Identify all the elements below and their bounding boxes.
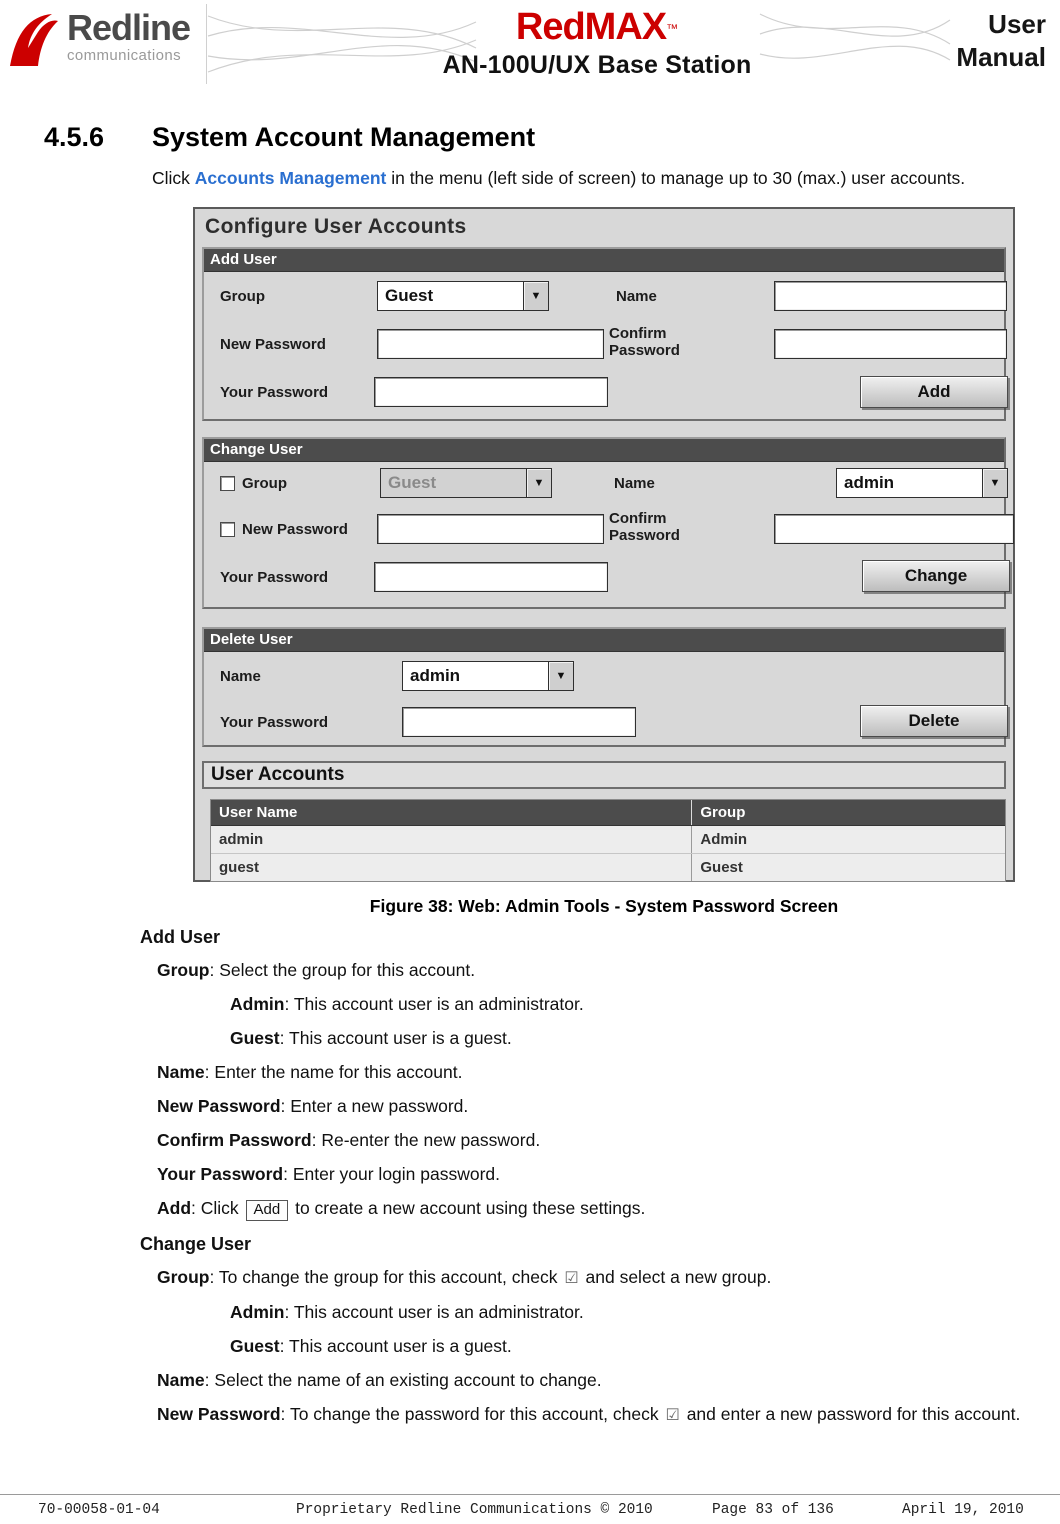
dropdown-arrow-icon: ▼ bbox=[982, 469, 1007, 497]
intro-text-post: in the menu (left side of screen) to manage up to 30 (max.) user accounts. bbox=[386, 168, 966, 188]
definition-text: and enter a new password for this account. bbox=[681, 1403, 1021, 1424]
definition-group bbox=[157, 960, 1060, 982]
section-heading bbox=[44, 122, 1060, 153]
change-user-new-password-input bbox=[377, 514, 604, 544]
definition-guest bbox=[230, 1336, 1060, 1358]
definition-term: Admin bbox=[230, 994, 285, 1014]
add-user-group-value: Guest bbox=[385, 286, 434, 305]
definition-text: : This account user is an administrator. bbox=[284, 994, 584, 1014]
table-row bbox=[211, 854, 1005, 881]
delete-user-panel-body bbox=[204, 652, 1004, 745]
definition-your-password bbox=[157, 1164, 1060, 1186]
page-footer bbox=[0, 1494, 1060, 1524]
definition-text: : Enter your login password. bbox=[283, 1164, 501, 1184]
footer-page-info: Page 83 of 136 bbox=[712, 1502, 834, 1518]
dropdown-arrow-icon: ▼ bbox=[548, 662, 573, 690]
redline-logo-icon bbox=[8, 10, 60, 68]
screenshot-title: Configure User Accounts bbox=[205, 215, 467, 238]
add-user-panel bbox=[202, 247, 1006, 421]
add-user-your-password-label: Your Password bbox=[220, 384, 329, 401]
column-header-group: Group bbox=[691, 800, 1005, 825]
definition-term: Group bbox=[157, 1266, 210, 1287]
delete-user-panel bbox=[202, 627, 1006, 747]
change-user-heading: Change User bbox=[140, 1233, 252, 1254]
change-user-name-value: admin bbox=[844, 473, 895, 492]
definition-text: : Select the name of an existing account to change. bbox=[204, 1369, 602, 1390]
change-user-panel-header: Change User bbox=[204, 439, 1004, 462]
definition-group bbox=[157, 1267, 1060, 1290]
definition-confirm-password bbox=[157, 1130, 1060, 1152]
trademark-symbol: ™ bbox=[666, 21, 679, 36]
change-user-group-label: Group bbox=[242, 475, 287, 492]
add-user-your-password-input bbox=[374, 377, 608, 407]
definition-name bbox=[157, 1370, 1060, 1392]
delete-button: Delete bbox=[860, 705, 1008, 737]
dropdown-arrow-icon: ▼ bbox=[523, 282, 548, 310]
definition-text: : This account user is a guest. bbox=[279, 1028, 512, 1048]
change-user-your-password-label: Your Password bbox=[220, 569, 329, 586]
definition-name bbox=[157, 1062, 1060, 1084]
checked-checkbox-icon: ☑ bbox=[665, 1406, 680, 1424]
change-user-new-password-label: New Password bbox=[242, 521, 348, 538]
change-user-group-select bbox=[380, 468, 552, 498]
change-user-name-label: Name bbox=[614, 475, 655, 492]
checked-checkbox-icon: ☑ bbox=[564, 1269, 579, 1287]
definition-text: : To change the group for this account, check bbox=[209, 1266, 563, 1287]
delete-user-name-select bbox=[402, 661, 574, 691]
definition-text: : Enter a new password. bbox=[280, 1096, 469, 1116]
add-user-name-input bbox=[774, 281, 1007, 311]
doc-type-line1: User bbox=[988, 9, 1046, 39]
figure-caption: Figure 38: Web: Admin Tools - System Password Screen bbox=[369, 896, 839, 916]
footer-date: April 19, 2010 bbox=[902, 1502, 1024, 1518]
add-user-group-label: Group bbox=[220, 288, 265, 305]
definition-guest bbox=[230, 1028, 1060, 1050]
delete-user-name-label: Name bbox=[220, 668, 261, 685]
document-type bbox=[956, 8, 1046, 74]
redline-logo bbox=[8, 7, 191, 68]
definition-term: Your Password bbox=[157, 1164, 284, 1184]
logo-tagline: communications bbox=[67, 47, 181, 64]
change-user-panel bbox=[202, 437, 1006, 609]
definition-term: Confirm Password bbox=[157, 1130, 312, 1150]
product-title-block bbox=[392, 6, 802, 80]
definition-new-password bbox=[157, 1404, 1050, 1427]
figure-38-screenshot bbox=[193, 207, 1015, 882]
add-user-heading: Add User bbox=[140, 927, 221, 947]
add-user-name-label: Name bbox=[616, 288, 657, 305]
footer-copyright: Proprietary Redline Communications © 2010 bbox=[296, 1502, 653, 1518]
definition-term: Guest bbox=[230, 1335, 280, 1356]
cell-group: Guest bbox=[691, 854, 1005, 881]
delete-user-name-value: admin bbox=[410, 666, 461, 685]
change-user-your-password-input bbox=[374, 562, 608, 592]
column-header-user-name: User Name bbox=[219, 804, 298, 821]
definition-text: : Re-enter the new password. bbox=[311, 1130, 541, 1150]
change-user-confirm-password-input bbox=[774, 514, 1014, 544]
cell-user-name: guest bbox=[219, 859, 260, 876]
add-user-new-password-label: New Password bbox=[220, 336, 326, 353]
definition-text: : This account user is an administrator. bbox=[284, 1301, 584, 1322]
table-row bbox=[211, 826, 1005, 854]
definition-text: and select a new group. bbox=[580, 1266, 772, 1287]
section-number: 4.5.6 bbox=[44, 122, 105, 152]
definition-text: : Click bbox=[191, 1198, 244, 1218]
delete-user-panel-header: Delete User bbox=[204, 629, 1004, 652]
definition-term: Group bbox=[157, 960, 210, 980]
definition-term: Name bbox=[157, 1062, 205, 1082]
definition-text: to create a new account using these settings. bbox=[290, 1198, 646, 1218]
definition-term: Admin bbox=[230, 1301, 285, 1322]
definition-term: New Password bbox=[157, 1096, 281, 1116]
cell-user-name: admin bbox=[219, 831, 264, 848]
add-button: Add bbox=[860, 376, 1008, 408]
definition-term: New Password bbox=[157, 1403, 281, 1424]
add-user-group-select bbox=[377, 281, 549, 311]
header-divider bbox=[206, 4, 207, 84]
add-user-panel-body bbox=[204, 272, 1004, 419]
change-button: Change bbox=[862, 560, 1010, 592]
delete-user-your-password-input bbox=[402, 707, 636, 737]
logo-wordmark: Redline bbox=[67, 7, 191, 48]
definition-text: : Enter the name for this account. bbox=[204, 1062, 463, 1082]
redmax-wordmark: RedMAX bbox=[515, 6, 667, 48]
change-new-password-checkbox bbox=[220, 522, 235, 537]
accounts-management-reference: Accounts Management bbox=[194, 168, 387, 188]
definition-term: Add bbox=[157, 1198, 192, 1218]
page-header bbox=[0, 0, 1060, 92]
add-user-new-password-input bbox=[377, 329, 604, 359]
change-user-group-value: Guest bbox=[388, 473, 437, 492]
definition-term: Guest bbox=[230, 1028, 280, 1048]
change-user-panel-body bbox=[204, 462, 1004, 607]
definition-new-password bbox=[157, 1096, 1060, 1118]
delete-user-your-password-label: Your Password bbox=[220, 714, 329, 731]
change-user-name-select bbox=[836, 468, 1008, 498]
product-name: AN-100U/UX Base Station bbox=[442, 51, 752, 79]
change-group-checkbox bbox=[220, 476, 235, 491]
section-title: System Account Management bbox=[152, 122, 536, 152]
add-user-confirm-password-input bbox=[774, 329, 1007, 359]
definition-admin bbox=[230, 994, 1060, 1016]
change-user-confirm-password-label: Confirm Password bbox=[609, 510, 680, 544]
intro-text-pre: Click bbox=[152, 168, 195, 188]
add-user-confirm-password-label: Confirm Password bbox=[609, 325, 680, 359]
footer-doc-number: 70-00058-01-04 bbox=[38, 1502, 160, 1518]
doc-type-line2: Manual bbox=[956, 42, 1046, 72]
product-brand bbox=[392, 6, 802, 49]
logo-words bbox=[67, 7, 191, 64]
add-user-panel-header: Add User bbox=[204, 249, 1004, 272]
definition-text: : This account user is a guest. bbox=[279, 1335, 512, 1356]
definition-add bbox=[157, 1198, 1060, 1221]
definition-admin bbox=[230, 1302, 1060, 1324]
user-accounts-table bbox=[210, 799, 1006, 882]
dropdown-arrow-icon: ▼ bbox=[526, 469, 551, 497]
cell-group: Admin bbox=[691, 826, 1005, 853]
definition-text: : To change the password for this account, check bbox=[280, 1403, 664, 1424]
intro-paragraph bbox=[152, 167, 1052, 189]
definition-term: Name bbox=[157, 1369, 205, 1390]
definition-text: : Select the group for this account. bbox=[209, 960, 476, 980]
user-accounts-header: User Accounts bbox=[202, 761, 1006, 789]
inline-add-button-reference: Add bbox=[246, 1200, 289, 1221]
user-accounts-table-header-row bbox=[211, 800, 1005, 826]
